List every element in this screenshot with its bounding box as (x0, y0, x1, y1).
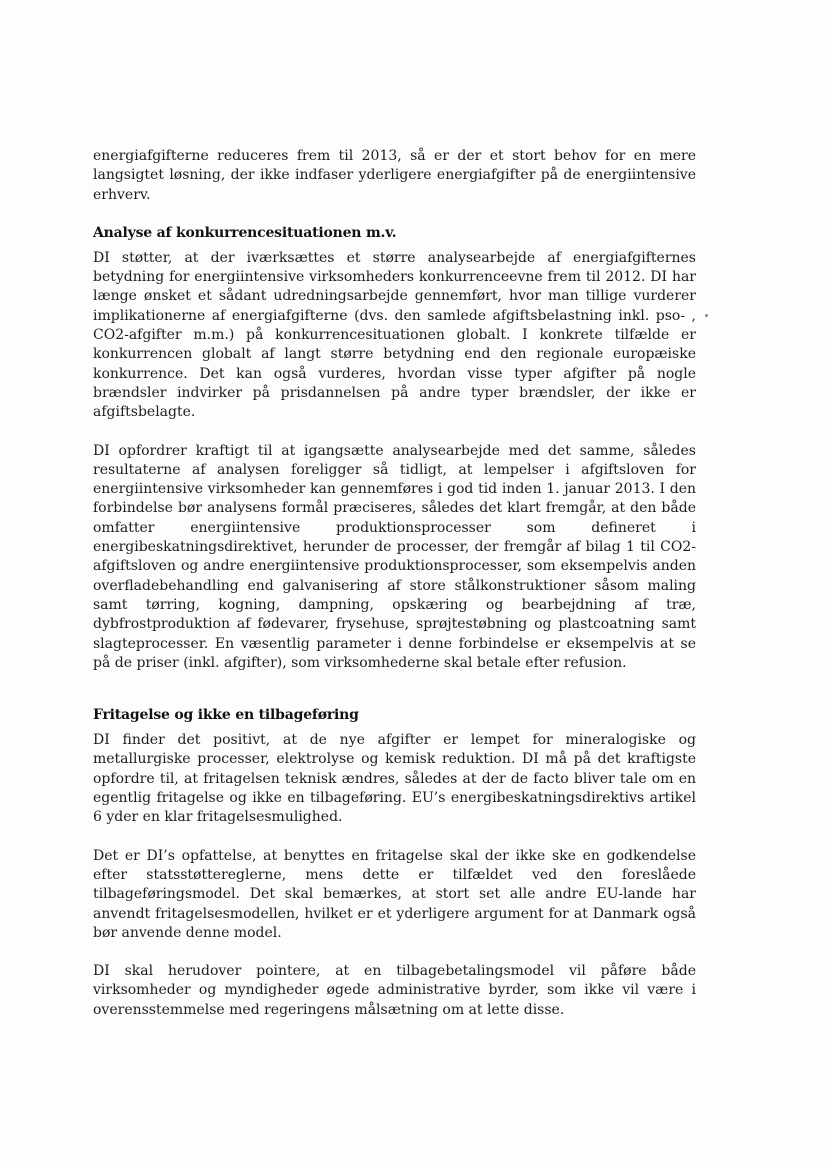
intro-paragraph: energiafgifterne reduceres frem til 2013, så er der et stort behov for en mere langsigtet løsning, der ikke indfaser yderligere energiafgifter på de energiintensive erhverv. (93, 148, 696, 203)
document-body (93, 147, 696, 1020)
paragraph-analyse-2: DI opfordrer kraftigt til at igangsætte analysearbejde med det samme, således resultaterne af analysen foreligger så tidligt, at lempelser i afgiftsloven for energiintensive virksomheder kan gennemføres i god tid inden 1. januar 2013. I den forbindelse bør analysens formål præciseres, således det klart fremgår, at den både omfatter energiintensive produktionsprocesser som defineret i energibeskatningsdirektivet, herunder de processer, der fremgår af bilag 1 til CO2-afgiftsloven og andre energiintensive produktionsprocesser, som eksempelvis anden overfladebehandling end galvanisering af store stålkonstruktioner såsom maling samt tørring, kogning, dampning, opskæring og bearbejdning af træ, dybfrostproduktion af fødevarer, frysehuse, sprøjtestøbning og plastcoatning samt slagteprocesser. En væsentlig parameter i denne forbindelse er eksempelvis at se på de priser (inkl. afgifter), som virksomhederne skal betale efter refusion. (93, 442, 696, 671)
paragraph-fritagelse-3: DI skal herudover pointere, at en tilbagebetalingsmodel vil påføre både virksomheder og myndigheder øgede administrative byrder, som ikke vil være i overensstemmelse med regeringens målsætning om at lette disse. (93, 963, 696, 1018)
paragraph-fritagelse-2: Det er DI’s opfattelse, at benyttes en fritagelse skal der ikke ske en godkendelse efter statsstøttereglerne, mens dette er tilfældet ved den foreslåede tilbageføringsmodel. Det skal bemærkes, at stort set alle andre EU-lande har anvendt fritagelsesmodellen, hvilket er et yderligere argument for at Danmark også bør anvende denne model. (93, 847, 696, 941)
paragraph-analyse-1: DI støtter, at der iværksættes et større analysearbejde af energiafgifternes betydning for energiintensive virksomheders konkurrenceevne frem til 2012. DI har længe ønsket et sådant udredningsarbejde gennemført, hvor man tillige vurderer implikationerne af energiafgifterne (dvs. den samlede afgiftsbelastning inkl. pso- , CO2-afgifter m.m.) på konkurrencesituationen globalt. I konkrete tilfælde er konkurrencen globalt af langt større betydning end den regionale europæiske konkurrence. Det kan også vurderes, hvordan visse typer afgifter på nogle brændsler indvirker på prisdannelsen på andre typer brændsler, der ikke er afgiftsbelagte. (93, 249, 696, 421)
section-heading-fritagelse: Fritagelse og ikke en tilbageføring (93, 707, 359, 724)
scan-speck (705, 314, 708, 317)
section-heading-analyse: Analyse af konkurrencesituationen m.v. (93, 224, 397, 241)
paragraph-fritagelse-1: DI finder det positivt, at de nye afgifter er lempet for mineralogiske og metallurgiske processer, elektrolyse og kemisk reduktion. DI må på det kraftigste opfordre til, at fritagelsen teknisk ændres, således at der de facto bliver tale om en egentlig fritagelse og ikke en tilbageføring. EU’s energibeskatningsdirektivs artikel 6 yder en klar fritagelsesmulighed. (93, 732, 696, 826)
